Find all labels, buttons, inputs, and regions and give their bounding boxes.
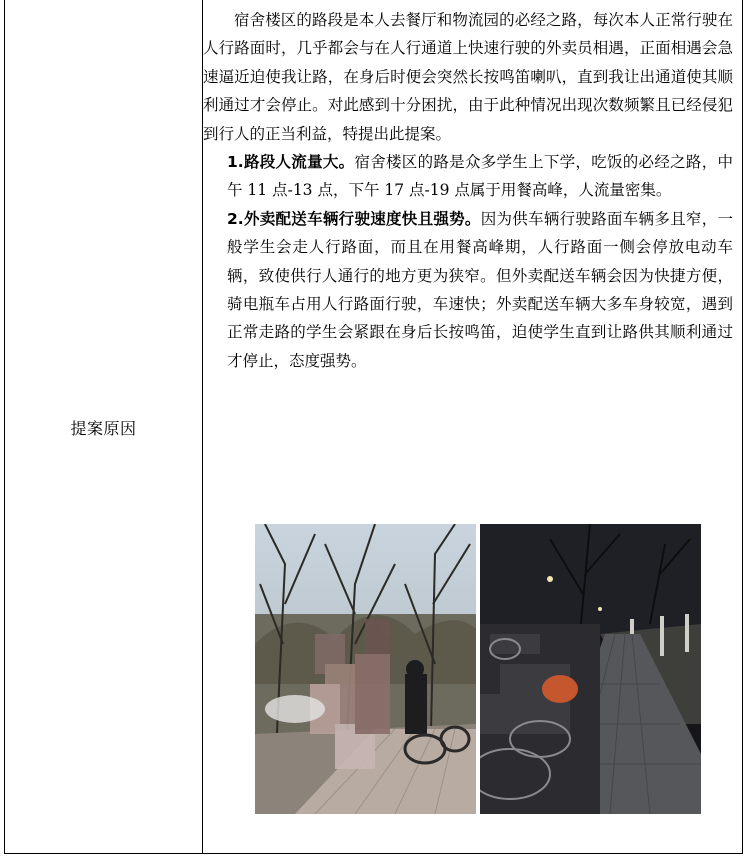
intro-paragraph: 宿舍楼区的路段是本人去餐厅和物流园的必经之路，每次本人正常行驶在人行路面时，几乎都会与在人行通道上快速行驶的外卖员相遇，正面相遇会急速逼近迫使我让路，在身后时便会突然长按鸣笛喇叭，直到我让出通道使其顺利通过才会停止。对此感到十分困扰，由于此种情况出现次数频繁且已经侵犯到行人的正当利益，特提出此提案。 xyxy=(203,11,733,143)
point-1-heading: 1.路段人流量大。 xyxy=(227,153,355,172)
label-cell xyxy=(5,0,202,854)
daytime-sidewalk-photo xyxy=(255,524,476,814)
point-2-text: 因为供车辆行驶路面车辆多且窄，一般学生会走人行路面，而且在用餐高峰期，人行路面一侧会停放电动车辆，致使供行人通行的地方更为狭窄。但外卖配送车辆会因为快捷方便，骑电瓶车占用人行路面行驶，车速快；外卖配送车辆大多车身较宽，遇到正常走路的学生会紧跟在身后长按鸣笛，迫使学生直到让路供其顺利通过才停止，态度强势。 xyxy=(227,209,733,370)
point-1 xyxy=(203,148,733,205)
content-cell xyxy=(203,6,733,375)
point-2 xyxy=(203,205,733,375)
row-label: 提案原因 xyxy=(70,418,137,438)
point-2-heading: 2.外卖配送车辆行驶速度快且强势。 xyxy=(227,209,481,228)
photo-row xyxy=(255,524,705,814)
night-sidewalk-photo xyxy=(480,524,701,814)
point-1-text: 宿舍楼区的路是众多学生上下学，吃饭的必经之路，中午 11 点-13 点，下午 17 点-19 点属于用餐高峰，人流量密集。 xyxy=(227,153,733,200)
